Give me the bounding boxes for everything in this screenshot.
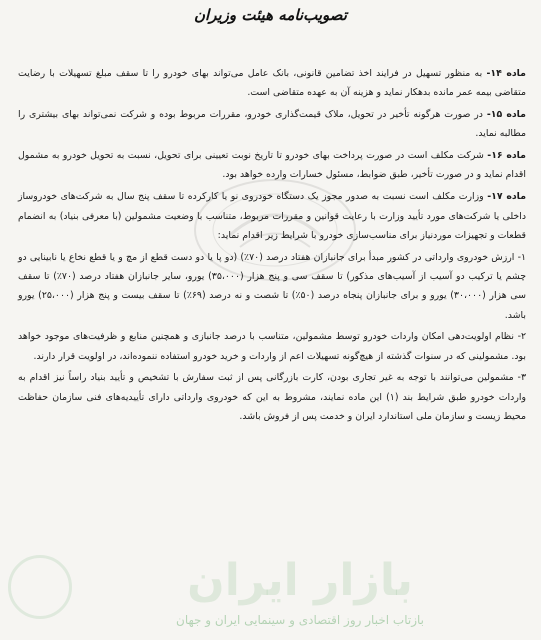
article-text: در صورت هرگونه تأخیر در تحویل، ملاک قیمت‌گذاری خودرو، مقررات مربوط بوده و شرکت نمی‌تواند بهای بیشتری را مطالبه نماید.	[18, 109, 526, 140]
article-text: وزارت مکلف است نسبت به صدور مجوز یک دستگاه خودروی نو یا کارکرده تا سقف پنج سال به شرکت‌های خودروساز داخلی یا شرکت‌های مورد تأیید وزارت با رعایت قوانین و مقررات مربوط، متناسب با وضعیت مشمولین (با معرفی بنیاد) به انضمام قطعات و تجهیزات موردنیاز برای مناسب‌سازی خودرو با شرایط زیر اقدام نماید:	[18, 191, 526, 241]
article-text: شرکت مکلف است در صورت پرداخت بهای خودرو تا تاریخ نوبت تعیینی برای تحویل، نسبت به تحویل خودرو به مشمول اقدام نماید و در صورت تأخیر، طبق ضوابط، مسئول خسارات وارده خواهد بود.	[18, 150, 526, 181]
article-text: به منظور تسهیل در فرایند اخذ تضامین قانونی، بانک عامل می‌تواند بهای خودرو را تا سقف مبلغ تسهیلات با رضایت متقاضی بیمه عمر مانده بدهکار نماید و هزینه آن به عهده متقاضی است.	[18, 68, 526, 99]
article-lead: ماده ۱۵-	[486, 109, 526, 121]
clause-1	[18, 248, 526, 325]
article-17	[18, 187, 526, 245]
article-lead: ماده ۱۶-	[487, 150, 526, 162]
footer-watermark	[30, 555, 510, 640]
clause-text: ۱- ارزش خودروی وارداتی در کشور مبدأ برای جانبازان هفتاد درصد (۷۰٪) (دو پا یا دو دست قطع از مچ و یا قطع نخاع یا نابینایی دو چشم یا ترکیب دو آسیب از آسیب‌های مذکور) تا سقف سی و پنج هزار (۳۵،۰۰۰) یورو، سایر جانبازان هفتاد درصد (۷۰٪) تا سقف سی هزار (۳۰،۰۰۰) یورو و برای جانبازان پنجاه درصد (۵۰٪) تا شصت و نه درصد (۶۹٪) تا سقف بیست و پنج هزار (۲۵،۰۰۰) یورو باشد.	[18, 251, 527, 321]
watermark-tagline: بازتاب اخبار روز اقتصادی و سینمایی ایران و جهان	[176, 613, 424, 627]
article-14	[18, 64, 526, 103]
article-lead: ماده ۱۴-	[486, 68, 526, 79]
document-body	[18, 64, 526, 429]
clause-text: ۲- نظام اولویت‌دهی امکان واردات خودرو توسط مشمولین، متناسب با درصد جانبازی و همچنین منابع و ظرفیت‌های موجود خواهد بود. مشمولینی که در سنوات گذشته از هیچ‌گونه تسهیلات اعم از واردات و خرید خودرو استفاده ننموده‌اند، در اولویت قرار دارند.	[18, 331, 526, 362]
article-15	[18, 105, 526, 144]
page-header-title: تصویب‌نامه هیئت وزیران	[194, 6, 347, 24]
brand-logo-icon	[8, 555, 72, 619]
article-lead: ماده ۱۷-	[487, 191, 526, 203]
article-16	[18, 146, 526, 185]
clause-2	[18, 327, 526, 366]
clause-text: ۳- مشمولین می‌توانند با توجه به غیر تجاری بودن، کارت بازرگانی پس از ثبت سفارش با تشخیص و تأیید بنیاد راساً نیز اقدام به واردات خودرو طبق شرایط بند (۱) این ماده نمایند، مشروط به این که خودروی وارداتی دارای تأییدیه‌های فنی سازمان حفاظت محیط زیست و سازمان ملی استاندارد ایران و خدمت پس از فروش باشد.	[18, 372, 526, 423]
clause-3	[18, 368, 526, 426]
watermark-brand: بازار ایران	[187, 555, 413, 606]
